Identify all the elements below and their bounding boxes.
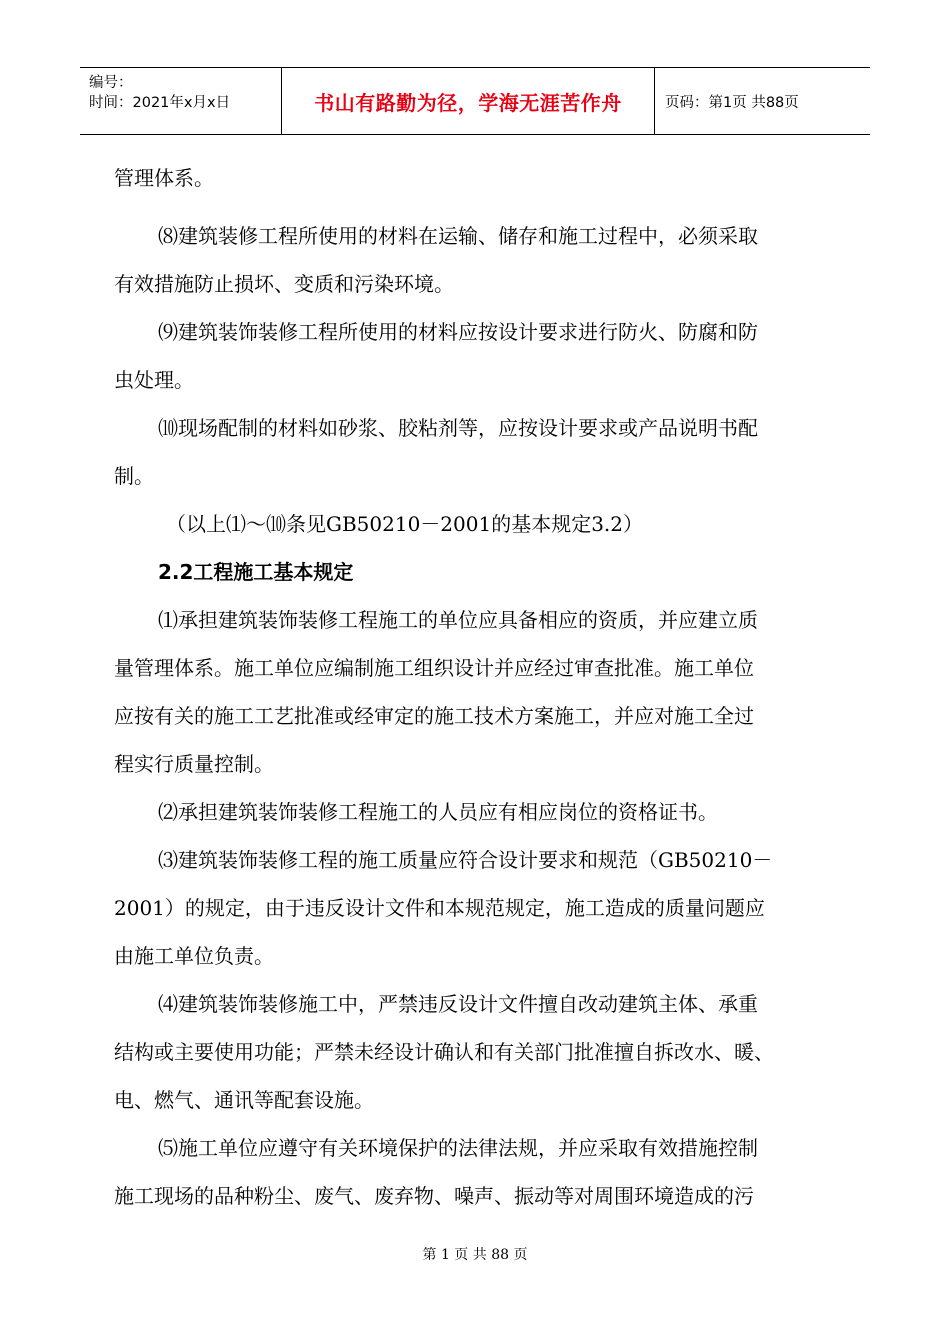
- body-line: ⑵承担建筑装饰装修工程施工的人员应有相应岗位的资格证书。: [158, 800, 718, 824]
- header-motto: 书山有路勤为径，学海无涯苦作舟: [314, 90, 622, 115]
- body-line: 有效措施防止损坏、变质和污染环境。: [114, 272, 454, 296]
- body-line: 2001）的规定，由于违反设计文件和本规范规定，施工造成的质量问题应: [114, 896, 765, 920]
- body-line: （以上⑴～⑽条见GB50210－2001的基本规定3.2）: [166, 512, 644, 536]
- body-line: ⑼建筑装饰装修工程所使用的材料应按设计要求进行防火、防腐和防: [158, 320, 758, 344]
- page-header: [80, 67, 870, 135]
- body-line: ⑶建筑装饰装修工程的施工质量应符合设计要求和规范（GB50210－: [158, 848, 773, 872]
- body-line: 量管理体系。施工单位应编制施工组织设计并应经过审查批准。施工单位: [114, 656, 754, 680]
- body-line: ⑽现场配制的材料如砂浆、胶粘剂等，应按设计要求或产品说明书配: [158, 416, 758, 440]
- body-line: 虫处理。: [114, 368, 194, 392]
- header-info-cell: [80, 68, 282, 134]
- body-line: 制。: [114, 464, 154, 488]
- body-line: 由施工单位负责。: [114, 944, 274, 968]
- body-line: 应按有关的施工工艺批准或经审定的施工技术方案施工，并应对施工全过: [114, 704, 754, 728]
- body-line: 电、燃气、通讯等配套设施。: [114, 1088, 374, 1112]
- body-line: ⑴承担建筑装饰装修工程施工的单位应具备相应的资质，并应建立质: [158, 608, 758, 632]
- document-date-label: 时间：2021年x月x日: [89, 95, 231, 111]
- header-motto-cell: [282, 68, 655, 134]
- document-number-label: 编号：: [89, 75, 133, 91]
- header-page-code: 页码：第1页 共88页: [665, 94, 799, 111]
- body-line: 施工现场的品种粉尘、废气、废弃物、噪声、振动等对周围环境造成的污: [114, 1184, 754, 1208]
- page-footer: 第 1 页 共 88 页: [422, 1247, 528, 1263]
- section-heading: 2.2工程施工基本规定: [158, 560, 354, 584]
- body-line: ⑷建筑装饰装修施工中，严禁违反设计文件擅自改动建筑主体、承重: [158, 992, 758, 1016]
- body-line: 管理体系。: [114, 166, 214, 190]
- header-page-cell: [655, 68, 870, 134]
- body-line: ⑻建筑装修工程所使用的材料在运输、储存和施工过程中，必须采取: [158, 224, 758, 248]
- body-line: 结构或主要使用功能；严禁未经设计确认和有关部门批准擅自拆改水、暖、: [114, 1040, 774, 1064]
- body-line: 程实行质量控制。: [114, 752, 274, 776]
- body-line: ⑸施工单位应遵守有关环境保护的法律法规，并应采取有效措施控制: [158, 1136, 758, 1160]
